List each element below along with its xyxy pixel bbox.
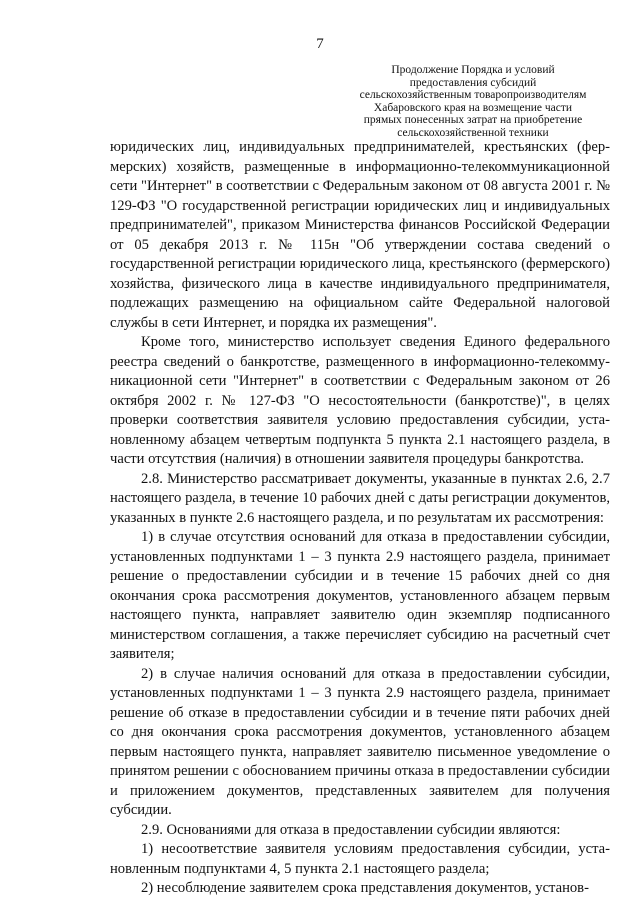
paragraph-2-9: 2.9. Основаниями для отказа в предоставлении субсидии являются: <box>141 821 561 838</box>
header-line: сельскохозяйственным товаропроизводителям <box>359 89 587 101</box>
header-line: прямых понесенных затрат на приобретение <box>363 114 583 126</box>
paragraph-2-9-item-1: 1) несоответствие заявителя условиям предоставления субсидии, установленным подпунктами 4, 5 пункта 2.1 настоящего раздела; <box>110 841 610 877</box>
header-line: сельскохозяйственной техники <box>397 126 549 139</box>
paragraph-2-8-item-1: 1) в случае отсутствия оснований для отказа в предоставлении субсидии, установленных подпунктами 1 – 3 пункта 2.9 настоящего раздела, принимает решение о предоставлении субсидии и в течение 15 рабочих дней со дня окончания срока рассмотрения документов, установленного абзацем первым настоящего пункта, направляет заявителю один экземпляр подписанного министерством соглашения, а также перечисляет субсидию на расчетный счет заявителя; <box>110 529 610 662</box>
paragraph-2-8-item-2: 2) в случае наличия оснований для отказа в предоставлении субсидии, установленных подпунктами 1 – 3 пункта 2.9 настоящего раздела, принимает решение об отказе в предоставлении субсидии и в течение пяти рабочих дней со дня окончания срока рассмотрения документов, установленного абзацем первым настоящего пункта, направляет заявителю письменное уведомление о принятом решении с обоснованием причины отказа в предоставлении субсидии и приложением документов, представленных заявителем для получения субсидии. <box>110 665 610 818</box>
header-line: Хабаровского края на возмещение части <box>373 101 573 114</box>
paragraph-continuation: юридических лиц, индивидуальных предпринимателей, крестьянских (фермерских) хозяйств, размещенные в информационно-телекоммуникационной сети "Интернет" в соответствии с Федеральным законом от 08 августа 2001 г. № 129-ФЗ "О государственной регистрации юридических лиц и индивидуальных предпринимателей", приказом Министерства финансов Российской Федерации от 05 декабря 2013 г. № 115н "Об утверждении состава сведений о государственной регистрации юридического лица, крестьянского (фермерского) хозяйства, физического лица в качестве индивидуального предпринимателя, подлежащих размещению на официальном сайте Федеральной налоговой службы в сети Интернет, и порядка их размещения". <box>110 139 610 331</box>
header-line: предоставления субсидий <box>409 76 537 89</box>
paragraph-2-9-item-2: 2) несоблюдение заявителем срока представления документов, установ- <box>141 880 589 896</box>
document-header <box>338 64 608 139</box>
document-body <box>110 138 610 899</box>
paragraph-bankruptcy-registry: Кроме того, министерство использует сведения Единого федерального реестра сведений о банкротстве, размещенного в информационно-телекоммуникационной сети "Интернет" в соответствии с Федеральным законом от 26 октября 2002 г. № 127-ФЗ "О несостоятельности (банкротстве)", в целях проверки соответствия заявителя условию предоставления субсидии, установленному абзацем четвертым подпункта 5 пункта 2.1 настоящего раздела, в части отсутствия (наличия) в отношении заявителя процедуры банкротства. <box>110 334 610 467</box>
page-number: 7 <box>316 36 324 52</box>
paragraph-2-8: 2.8. Министерство рассматривает документы, указанные в пунктах 2.6, 2.7 настоящего раздела, в течение 10 рабочих дней с даты регистрации документов, указанных в пункте 2.6 настоящего раздела, и по результатам их рассмотрения: <box>110 470 610 526</box>
header-line: Продолжение Порядка и условий <box>391 64 555 76</box>
